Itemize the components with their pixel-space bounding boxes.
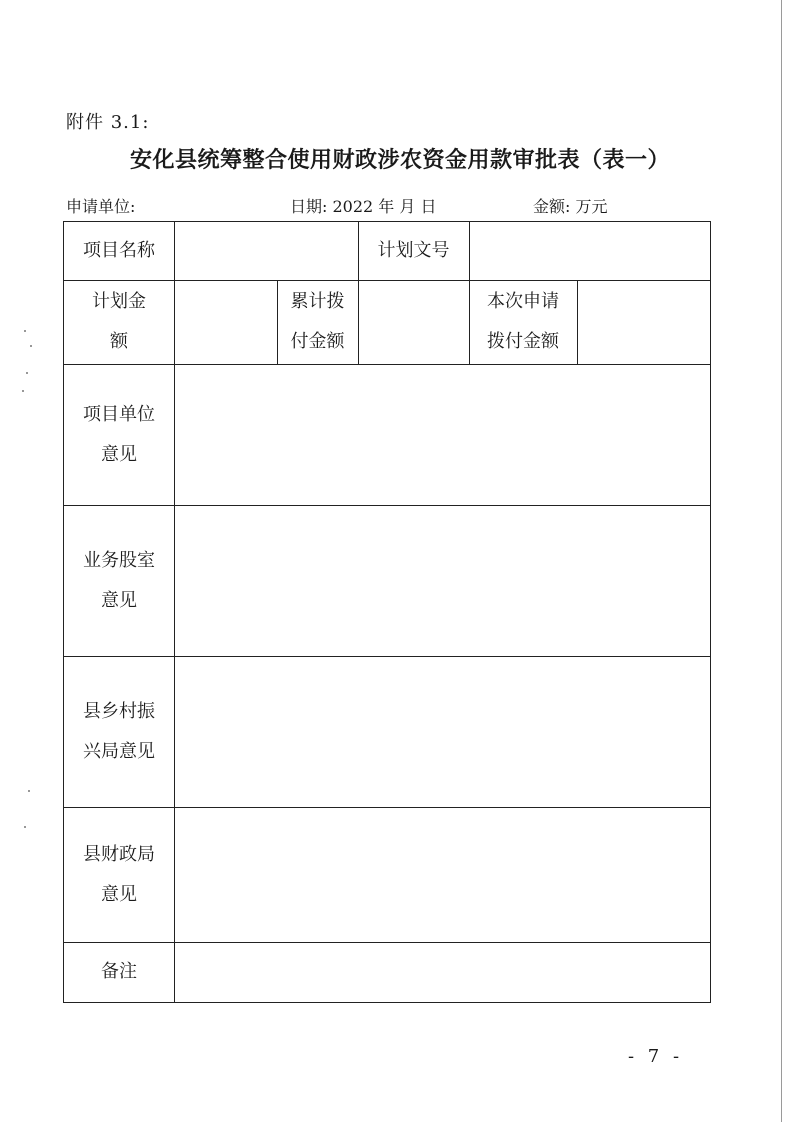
scan-speck — [24, 826, 26, 828]
plan-amount-label: 计划金 额 — [92, 291, 146, 352]
cumulative-disbursed-field[interactable] — [358, 280, 469, 364]
project-unit-opinion-field[interactable] — [174, 364, 710, 505]
finance-bureau-opinion-label: 县财政局 意见 — [83, 843, 155, 905]
amount-label: 金额: 万元 — [533, 197, 608, 216]
project-name-field[interactable] — [174, 222, 358, 280]
scan-edge-line — [781, 0, 782, 1122]
business-section-opinion-label: 业务股室 意见 — [83, 549, 155, 611]
project-unit-opinion-label: 项目单位 意见 — [83, 403, 155, 465]
scan-speck — [22, 390, 24, 392]
applicant-unit-label: 申请单位: — [66, 197, 136, 216]
rural-revitalization-opinion-field[interactable] — [174, 656, 710, 807]
scan-speck — [24, 330, 26, 332]
document-title: 安化县统筹整合使用财政涉农资金用款审批表（表一） — [129, 147, 670, 173]
page-number: - 7 - — [628, 1046, 684, 1067]
cumulative-disbursed-label: 累计拨 付金额 — [290, 291, 345, 352]
plan-doc-number-label: 计划文号 — [377, 240, 450, 261]
remarks-field[interactable] — [174, 942, 710, 1002]
scan-speck — [28, 790, 30, 792]
business-section-opinion-field[interactable] — [174, 505, 710, 656]
rural-revitalization-opinion-label: 县乡村振 兴局意见 — [83, 700, 155, 762]
remarks-label: 备注 — [101, 961, 137, 982]
plan-doc-number-field[interactable] — [469, 222, 710, 280]
approval-form-table — [63, 221, 711, 1003]
date-label: 日期: 2022 年 月 日 — [290, 197, 437, 216]
plan-amount-field[interactable] — [174, 280, 277, 364]
current-request-field[interactable] — [577, 280, 710, 364]
finance-bureau-opinion-field[interactable] — [174, 807, 710, 942]
current-request-label: 本次申请 拨付金额 — [487, 291, 559, 352]
project-name-label: 项目名称 — [83, 240, 155, 261]
scan-speck — [26, 372, 28, 374]
attachment-label: 附件 3.1: — [66, 112, 150, 133]
scan-speck — [30, 345, 32, 347]
